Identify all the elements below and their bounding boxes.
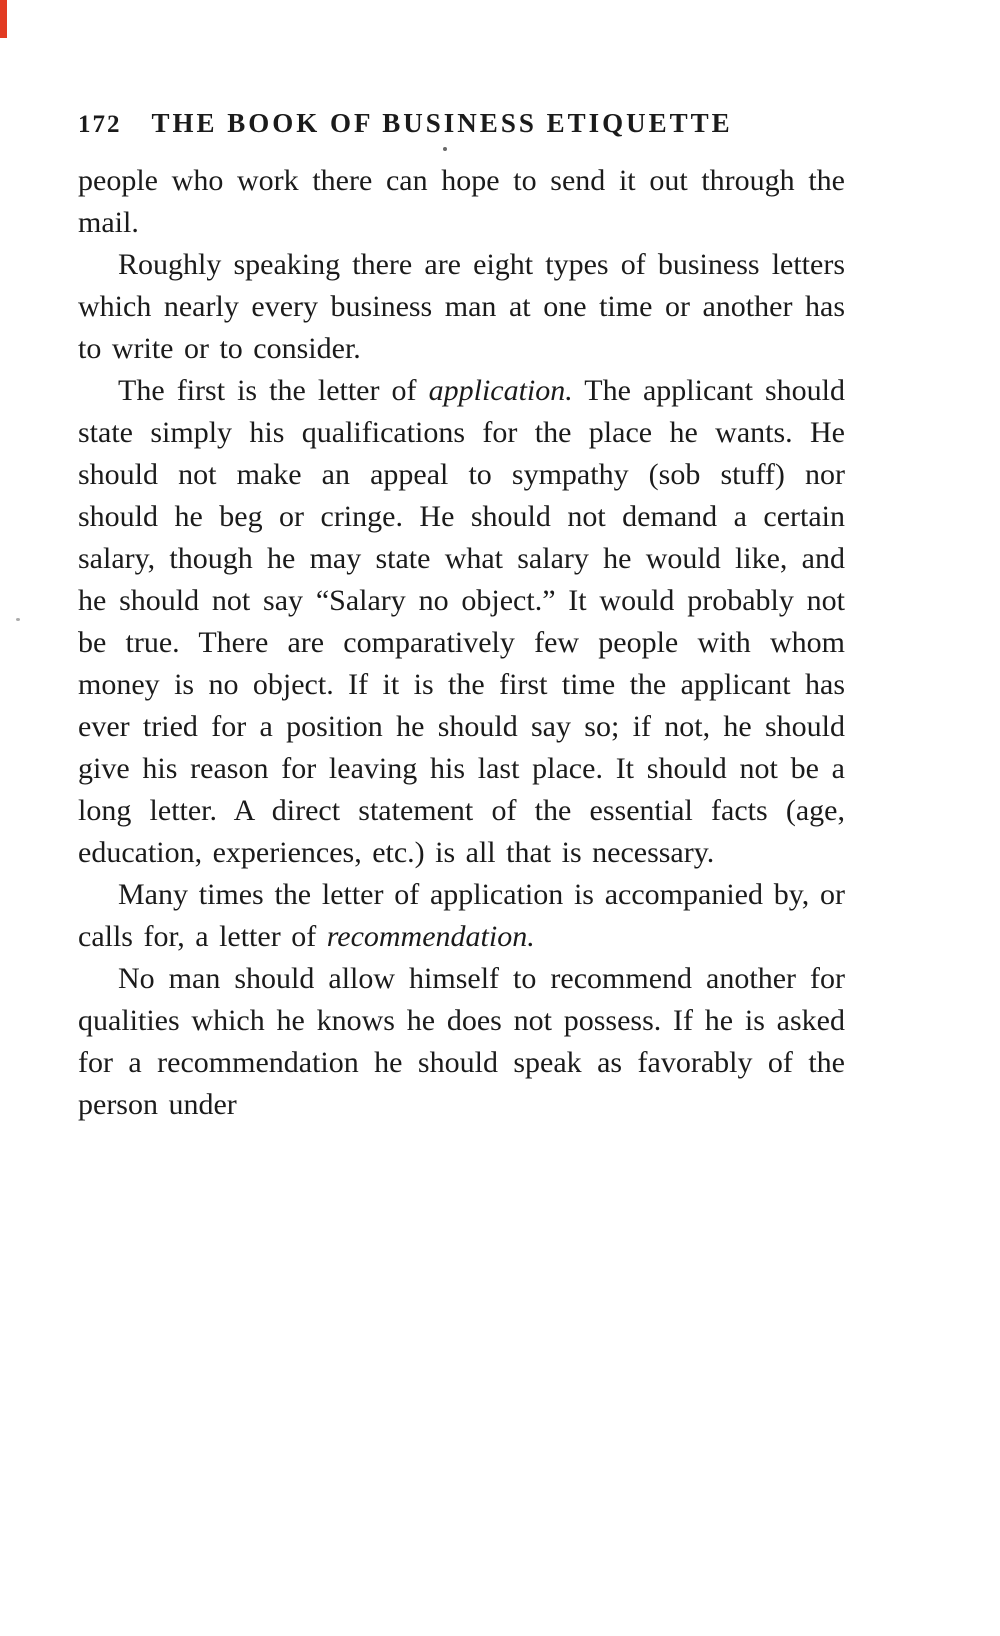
paragraph xyxy=(78,370,845,874)
page-number: 172 xyxy=(78,111,122,138)
page-text xyxy=(78,160,845,1126)
italic-term-recommendation: recommendation. xyxy=(326,920,535,953)
ink-speck xyxy=(443,147,447,151)
paragraph-text: Roughly speaking there are eight types of business letters which nearly every business man at one time or another has to write or to consider. xyxy=(78,248,845,365)
italic-term-application: application. xyxy=(428,374,573,407)
paragraph-text: The applicant should state simply his qualifications for the place he wants. He should not make an appeal to sympathy (sob stuff) nor should he beg or cringe. He should not demand a certain salary, though he may state what salary he would like, and he should not say “Salary no object.” It would probably not be true. There are comparatively few people with whom money is no object. If it is the first time the applicant has ever tried for a position he should say so; if not, he should give his reason for leaving his last place. It should not be a long letter. A direct statement of the essential facts (age, education, experiences, etc.) is all that is necessary. xyxy=(78,374,846,869)
scan-edge-artifact xyxy=(0,0,7,38)
page-header xyxy=(78,108,845,139)
paragraph xyxy=(78,958,845,1126)
running-title: THE BOOK OF BUSINESS ETIQUETTE xyxy=(151,108,733,138)
paragraph xyxy=(78,874,845,958)
paragraph xyxy=(78,244,845,370)
paragraph-text: The first is the letter of xyxy=(118,374,429,407)
paragraph-text: people who work there can hope to send it out through the mail. xyxy=(78,164,845,239)
paragraph-text: No man should allow himself to recommend another for qualities which he knows he does not possess. If he is asked for a recommendation he should speak as favorably of the person under xyxy=(78,962,845,1121)
paragraph xyxy=(78,160,845,244)
paragraph-text: Many times the letter of application is accompanied by, or calls for, a letter of xyxy=(78,878,845,953)
ink-speck xyxy=(16,618,20,621)
